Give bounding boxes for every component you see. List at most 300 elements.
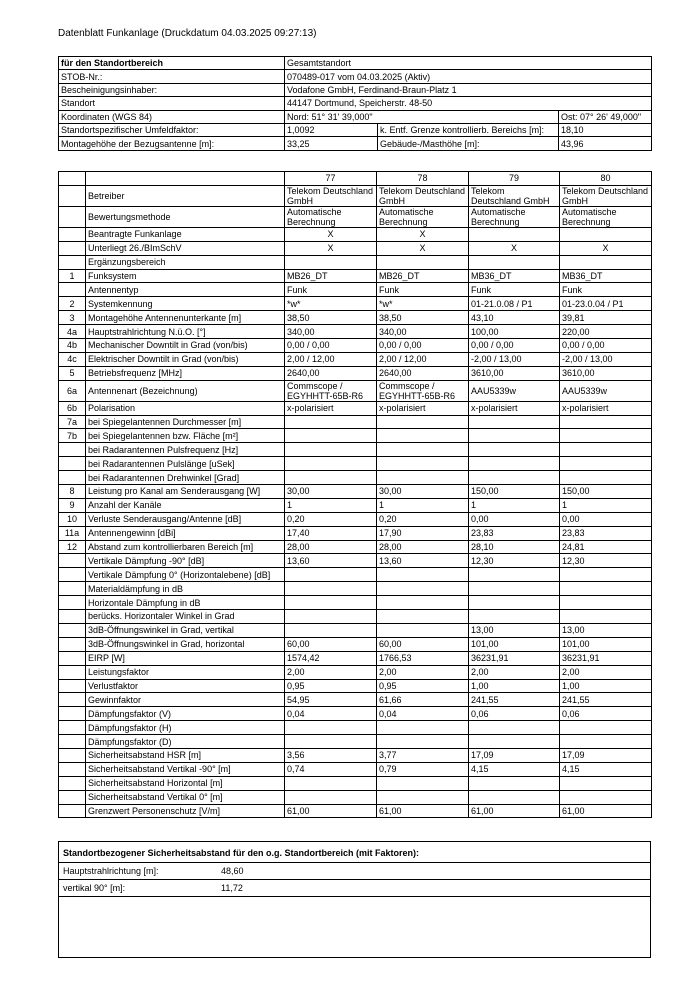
value-cell [285,457,377,471]
value-cell [469,721,560,735]
row-label: Mechanischer Downtilt in Grad (von/bis) [86,339,285,353]
row-label: berücks. Horizontaler Winkel in Grad [86,610,285,624]
value-cell [469,610,560,624]
document-title: Datenblatt Funkanlage (Druckdatum 04.03.2025 09:27:13) [58,28,317,39]
value-cell: 0,06 [560,707,652,721]
row-number [59,471,86,485]
value-cell: 101,00 [560,637,652,651]
value-cell: 2,00 [377,665,469,679]
value-cell: MB36_DT [469,269,560,283]
row-label: Elektrischer Downtilt in Grad (von/bis) [86,352,285,366]
value-cell [377,443,469,457]
value-cell [469,735,560,749]
table-row [59,415,652,429]
value-cell: 38,50 [285,311,377,325]
value-cell: x-polarisiert [469,401,560,415]
value-cell: 3,77 [377,748,469,762]
row-number [59,679,86,693]
row-number [59,665,86,679]
coordinates-label: Koordinaten (WGS 84) [59,110,285,123]
table-row [59,804,652,818]
row-label: Antennengewinn [dBi] [86,526,285,540]
table-row [59,526,652,540]
row-number: 10 [59,512,86,526]
row-label: Vertikale Dämpfung -90° [dB] [86,554,285,568]
value-cell [469,457,560,471]
value-cell [377,415,469,429]
holder-value: Vodafone GmbH, Ferdinand-Braun-Platz 1 [285,83,652,96]
location-label: Standort [59,97,285,110]
table-row [59,721,652,735]
row-label: Leistungsfaktor [86,665,285,679]
antenna-data-body [59,185,652,818]
value-cell: 39,81 [560,311,652,325]
row-number: 11a [59,526,86,540]
table-row [59,401,652,415]
value-cell: x-polarisiert [560,401,652,415]
row-label: Verluste Senderausgang/Antenne [dB] [86,512,285,526]
value-cell: 241,55 [560,693,652,707]
table-row [59,339,652,353]
value-cell: 150,00 [469,485,560,499]
controlled-area-label: k. Entf. Grenze kontrollierb. Bereichs [m]: [378,123,559,136]
table-row [59,651,652,665]
value-cell: 4,15 [469,762,560,776]
value-cell: X [469,241,560,255]
row-label: Grenzwert Personenschutz [V/m] [86,804,285,818]
value-cell: 12,30 [560,554,652,568]
value-cell: 17,09 [560,748,652,762]
value-cell: 0,00 / 0,00 [285,339,377,353]
value-cell: Automatische Berechnung [469,206,560,227]
value-cell: 2,00 / 12,00 [377,352,469,366]
value-cell [285,735,377,749]
row-label: Sicherheitsabstand HSR [m] [86,748,285,762]
value-cell [469,415,560,429]
row-number: 6b [59,401,86,415]
row-label: Leistung pro Kanal am Senderausgang [W] [86,485,285,499]
row-label: 3dB-Öffnungswinkel in Grad, vertikal [86,623,285,637]
table-row [59,735,652,749]
value-cell: X [285,227,377,241]
value-cell [560,429,652,443]
value-cell: 0,06 [469,707,560,721]
value-cell [377,255,469,269]
row-label: Antennenart (Bezeichnung) [86,380,285,401]
value-cell [285,415,377,429]
value-cell: 0,79 [377,762,469,776]
column-header: 78 [377,172,469,186]
value-cell: Automatische Berechnung [560,206,652,227]
table-row [59,311,652,325]
value-cell [560,568,652,582]
row-number [59,693,86,707]
value-cell [560,415,652,429]
row-number [59,443,86,457]
value-cell: 101,00 [469,637,560,651]
value-cell: 1 [469,498,560,512]
row-label: Sicherheitsabstand Horizontal [m] [86,776,285,790]
row-number [59,283,86,297]
row-label: Abstand zum kontrollierbaren Bereich [m] [86,540,285,554]
header-label-cell [86,172,285,186]
row-label: Hauptstrahlrichtung N.ü.O. [°] [86,325,285,339]
value-cell: 0,00 [560,512,652,526]
site-area-label: für den Standortbereich [59,57,285,70]
row-number: 5 [59,366,86,380]
holder-label: Bescheinigungsinhaber: [59,83,285,96]
value-cell: Telekom Deutschland GmbH [377,185,469,206]
value-cell: X [377,241,469,255]
value-cell: Telekom Deutschland GmbH [469,185,560,206]
column-header-row [59,172,652,186]
site-area-row [59,57,652,70]
value-cell: 13,00 [560,623,652,637]
value-cell: 241,55 [469,693,560,707]
value-cell: 4,15 [560,762,652,776]
value-cell [469,443,560,457]
row-label: Montagehöhe Antennenunterkante [m] [86,311,285,325]
row-number: 1 [59,269,86,283]
value-cell: 1,00 [469,679,560,693]
value-cell: 17,90 [377,526,469,540]
row-label: Betriebsfrequenz [MHz] [86,366,285,380]
value-cell [377,596,469,610]
table-row [59,429,652,443]
value-cell: Funk [469,283,560,297]
value-cell: Telekom Deutschland GmbH [560,185,652,206]
table-row [59,637,652,651]
value-cell: 0,20 [377,512,469,526]
table-row [59,707,652,721]
value-cell [377,735,469,749]
stob-label: STOB-Nr.: [59,70,285,83]
location-value: 44147 Dortmund, Speicherstr. 48-50 [285,97,652,110]
value-cell: Automatische Berechnung [377,206,469,227]
value-cell [377,623,469,637]
value-cell: 28,00 [285,540,377,554]
row-number [59,735,86,749]
table-row [59,568,652,582]
table-row [59,790,652,804]
table-row [59,366,652,380]
row-number [59,790,86,804]
value-cell [285,776,377,790]
value-cell [377,457,469,471]
row-number: 3 [59,311,86,325]
value-cell: 23,83 [469,526,560,540]
value-cell: 0,00 / 0,00 [377,339,469,353]
value-cell: 17,09 [469,748,560,762]
coordinates-north: Nord: 51° 31' 39,000" [285,110,559,123]
value-cell [560,443,652,457]
row-number [59,651,86,665]
value-cell: 28,10 [469,540,560,554]
value-cell: 30,00 [377,485,469,499]
value-cell [285,582,377,596]
value-cell [560,457,652,471]
value-cell: 2640,00 [285,366,377,380]
table-row [59,540,652,554]
value-cell [377,776,469,790]
environment-factor-value: 1,0092 [285,123,378,136]
row-label: Sicherheitsabstand Vertikal 0° [m] [86,790,285,804]
table-row [59,241,652,255]
value-cell [377,471,469,485]
row-number: 4c [59,352,86,366]
value-cell [285,610,377,624]
row-label: Dämpfungsfaktor (H) [86,721,285,735]
value-cell [377,429,469,443]
row-label: Dämpfungsfaktor (V) [86,707,285,721]
value-cell: 1,00 [560,679,652,693]
summary-vertical-row [63,883,243,893]
row-number: 8 [59,485,86,499]
value-cell: 0,00 / 0,00 [560,339,652,353]
table-row [59,498,652,512]
value-cell: 0,04 [285,707,377,721]
value-cell: 0,04 [377,707,469,721]
value-cell: Automatische Berechnung [285,206,377,227]
stob-row [59,70,652,83]
row-label: bei Radarantennen Pulslänge [uSek] [86,457,285,471]
row-number [59,568,86,582]
row-label: Polarisation [86,401,285,415]
value-cell [469,255,560,269]
mount-height-label: Montagehöhe der Bezugsantenne [m]: [59,137,285,150]
summary-vertical-value: 11,72 [221,883,243,893]
value-cell [469,776,560,790]
row-number: 2 [59,297,86,311]
value-cell [469,582,560,596]
table-row [59,776,652,790]
table-row [59,297,652,311]
row-number [59,748,86,762]
table-row [59,227,652,241]
value-cell: 2,00 / 12,00 [285,352,377,366]
row-number [59,185,86,206]
table-row [59,610,652,624]
row-label: Vertikale Dämpfung 0° (Horizontalebene) [dB] [86,568,285,582]
value-cell: 17,40 [285,526,377,540]
value-cell: 01-23.0.04 / P1 [560,297,652,311]
value-cell [285,568,377,582]
value-cell: -2,00 / 13,00 [469,352,560,366]
row-number [59,582,86,596]
value-cell: 0,74 [285,762,377,776]
value-cell: 220,00 [560,325,652,339]
row-number [59,457,86,471]
summary-hsr-value: 48,60 [221,866,244,876]
value-cell: X [377,227,469,241]
value-cell: Commscope / EGYHHTT-65B-R6 [377,380,469,401]
value-cell [377,582,469,596]
row-number [59,623,86,637]
value-cell [560,596,652,610]
value-cell: x-polarisiert [377,401,469,415]
value-cell [560,776,652,790]
value-cell: 0,95 [377,679,469,693]
row-number: 6a [59,380,86,401]
value-cell [285,596,377,610]
value-cell: 2,00 [469,665,560,679]
value-cell: Telekom Deutschland GmbH [285,185,377,206]
value-cell: 61,00 [377,804,469,818]
table-row [59,206,652,227]
value-cell [469,790,560,804]
value-cell: 61,00 [285,804,377,818]
value-cell: MB36_DT [560,269,652,283]
value-cell: 61,00 [469,804,560,818]
value-cell: 150,00 [560,485,652,499]
row-number [59,762,86,776]
value-cell [469,429,560,443]
value-cell [469,568,560,582]
row-label: Betreiber [86,185,285,206]
value-cell: 340,00 [377,325,469,339]
table-row [59,325,652,339]
value-cell [377,610,469,624]
value-cell: 1766,53 [377,651,469,665]
value-cell [469,596,560,610]
table-row [59,269,652,283]
value-cell: 3,56 [285,748,377,762]
value-cell: *w* [285,297,377,311]
value-cell: 1 [285,498,377,512]
value-cell: 2,00 [285,665,377,679]
value-cell: 23,83 [560,526,652,540]
value-cell [285,790,377,804]
value-cell: x-polarisiert [285,401,377,415]
value-cell [560,227,652,241]
row-label: bei Spiegelantennen bzw. Fläche [m²] [86,429,285,443]
value-cell [377,568,469,582]
table-row [59,255,652,269]
holder-row [59,83,652,96]
column-header: 77 [285,172,377,186]
value-cell: X [285,241,377,255]
environment-factor-label: Standortspezifischer Umfeldfaktor: [59,123,285,136]
row-number [59,206,86,227]
value-cell: 54,95 [285,693,377,707]
row-number [59,241,86,255]
value-cell: 38,50 [377,311,469,325]
value-cell: 60,00 [377,637,469,651]
value-cell: 3610,00 [560,366,652,380]
coordinates-east: Ost: 07° 26' 49,000" [559,110,652,123]
value-cell: 0,20 [285,512,377,526]
site-info-table [58,56,652,151]
row-number [59,776,86,790]
row-label: bei Spiegelantennen Durchmesser [m] [86,415,285,429]
value-cell: X [560,241,652,255]
row-label: Unterliegt 26./BImSchV [86,241,285,255]
value-cell: 3610,00 [469,366,560,380]
value-cell: 2,00 [560,665,652,679]
row-number [59,596,86,610]
table-row [59,443,652,457]
value-cell [469,471,560,485]
column-header: 79 [469,172,560,186]
row-number [59,227,86,241]
summary-title: Standortbezogener Sicherheitsabstand für den o.g. Standortbereich (mit Faktoren): [63,848,420,858]
value-cell: 2640,00 [377,366,469,380]
summary-divider [59,862,650,863]
table-row [59,185,652,206]
value-cell: MB26_DT [377,269,469,283]
value-cell: 24,81 [560,540,652,554]
table-row [59,283,652,297]
value-cell: 36231,91 [469,651,560,665]
table-row [59,512,652,526]
table-row [59,352,652,366]
value-cell: 1 [560,498,652,512]
value-cell: MB26_DT [285,269,377,283]
value-cell [560,610,652,624]
value-cell [285,471,377,485]
antenna-data-table [58,171,652,818]
row-label: Horizontale Dämpfung in dB [86,596,285,610]
table-row [59,679,652,693]
value-cell: 36231,91 [560,651,652,665]
value-cell: 1574,42 [285,651,377,665]
row-label: Sicherheitsabstand Vertikal -90° [m] [86,762,285,776]
summary-divider [59,879,650,880]
row-number: 7b [59,429,86,443]
value-cell: Funk [560,283,652,297]
row-number [59,637,86,651]
value-cell: Funk [377,283,469,297]
row-number [59,255,86,269]
table-row [59,596,652,610]
value-cell [285,443,377,457]
site-area-value: Gesamtstandort [285,57,652,70]
row-number [59,707,86,721]
value-cell: Funk [285,283,377,297]
value-cell [377,721,469,735]
value-cell: 0,95 [285,679,377,693]
value-cell [285,721,377,735]
building-height-label: Gebäude-/Masthöhe [m]: [378,137,559,150]
value-cell: 13,60 [377,554,469,568]
coordinates-row [59,110,652,123]
value-cell: 28,00 [377,540,469,554]
value-cell [377,790,469,804]
table-row [59,485,652,499]
row-label: Anzahl der Kanäle [86,498,285,512]
row-number [59,721,86,735]
site-safety-summary [58,841,651,958]
value-cell: 61,66 [377,693,469,707]
table-row [59,380,652,401]
row-label: Ergänzungsbereich [86,255,285,269]
row-number: 12 [59,540,86,554]
row-number: 9 [59,498,86,512]
header-nr-cell [59,172,86,186]
row-label: Bewertungsmethode [86,206,285,227]
value-cell [560,582,652,596]
row-label: Beantragte Funkanlage [86,227,285,241]
value-cell: 12,30 [469,554,560,568]
value-cell: 0,00 / 0,00 [469,339,560,353]
value-cell [285,623,377,637]
value-cell: 13,00 [469,623,560,637]
table-row [59,623,652,637]
stob-value: 070489-017 vom 04.03.2025 (Aktiv) [285,70,652,83]
summary-divider [59,896,650,897]
value-cell [285,429,377,443]
table-row [59,665,652,679]
